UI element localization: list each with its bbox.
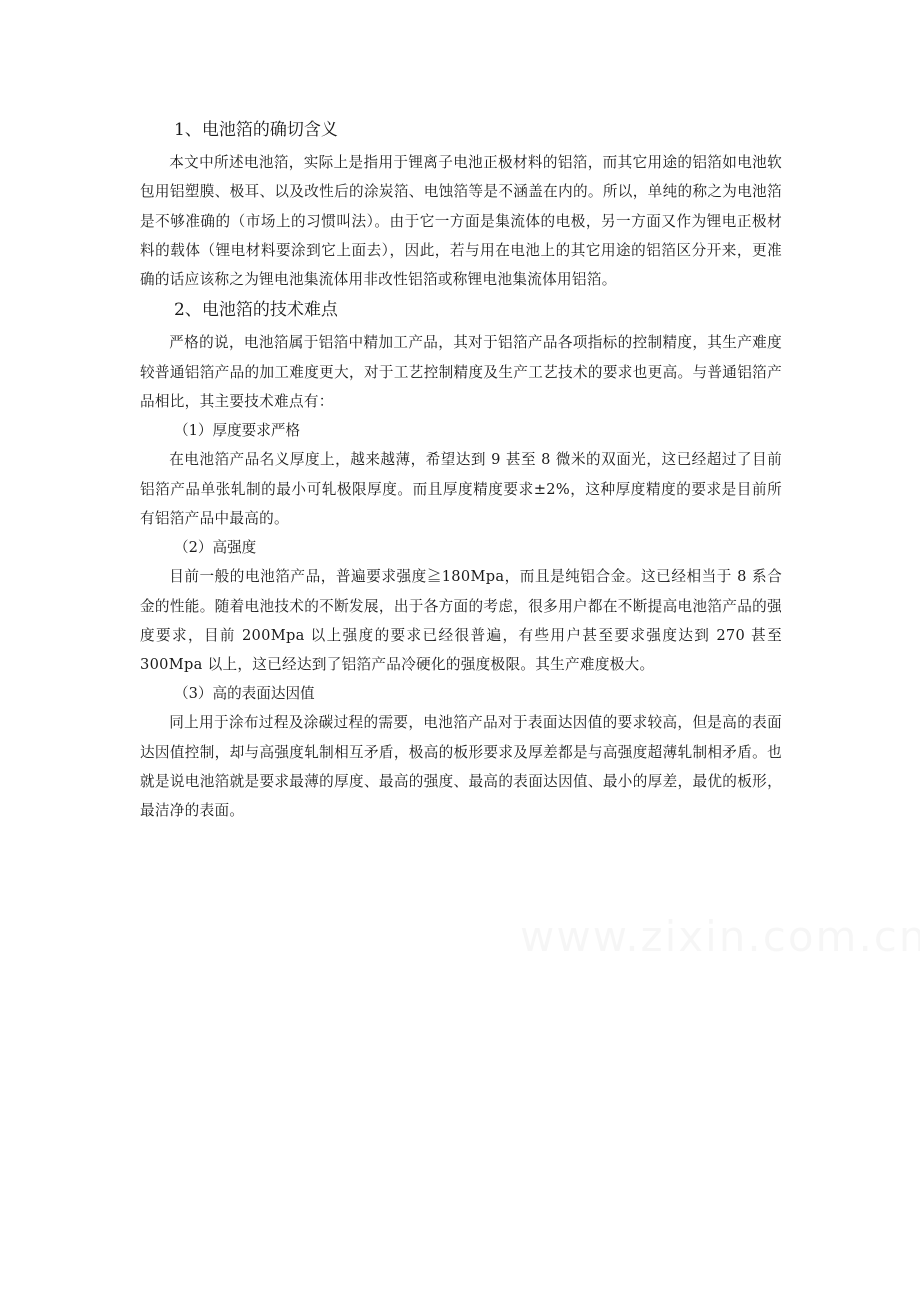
section-1-paragraph: 本文中所述电池箔，实际上是指用于锂离子电池正极材料的铝箔，而其它用途的铝箔如电池软包用铝塑膜、极耳、以及改性后的涂炭箔、电蚀箔等是不涵盖在内的。所以，单纯的称之为电池箔是不够准确的（市场上的习惯叫法）。由于它一方面是集流体的电极，另一方面又作为锂电正极材料的载体（锂电材料要涂到它上面去），因此，若与用在电池上的其它用途的铝箔区分开来，更准确的话应该称之为锂电池集流体用非改性铝箔或称锂电池集流体用铝箔。 (140, 154, 782, 289)
item-1-title: （1）厚度要求严格 (174, 422, 301, 440)
watermark-text (520, 912, 920, 961)
document-body (140, 116, 782, 826)
item-2-title: （2）高强度 (174, 539, 257, 557)
section-heading-1: 1、电池箔的确切含义 (174, 120, 338, 140)
item-2-text: 目前一般的电池箔产品，普遍要求强度≧180Mpa，而且是纯铝合金。这已经相当于 8 系合金的性能。随着电池技术的不断发展，出于各方面的考虑，很多用户都在不断提高电池箔产品的强度要求，目前 200Mpa 以上强度的要求已经很普遍，有些用户甚至要求强度达到 270 甚至 300Mpa 以上，这已经达到了铝箔产品冷硬化的强度极限。其生产难度极大。 (140, 568, 782, 674)
section-heading-2: 2、电池箔的技术难点 (174, 300, 338, 321)
section-2-intro: 严格的说，电池箔属于铝箔中精加工产品，其对于铝箔产品各项指标的控制精度，其生产难度较普通铝箔产品的加工难度更大，对于工艺控制精度及生产工艺技术的要求也更高。与普通铝箔产品相比，其主要技术难点有： (140, 334, 782, 411)
item-3-text: 同上用于涂布过程及涂碳过程的需要，电池箔产品对于表面达因值的要求较高，但是高的表面达因值控制，却与高强度轧制相互矛盾，极高的板形要求及厚差都是与高强度超薄轧制相矛盾。也就是说电池箔就是要求最薄的厚度、最高的强度、最高的表面达因值、最小的厚差，最优的板形，最洁净的表面。 (140, 714, 782, 820)
item-3-title: （3）高的表面达因值 (174, 685, 315, 703)
item-1-text: 在电池箔产品名义厚度上，越来越薄，希望达到 9 甚至 8 微米的双面光，这已经超过了目前铝箔产品单张轧制的最小可轧极限厚度。而且厚度精度要求±2%，这种厚度精度的要求是目前所有铝箔产品中最高的。 (140, 451, 782, 527)
